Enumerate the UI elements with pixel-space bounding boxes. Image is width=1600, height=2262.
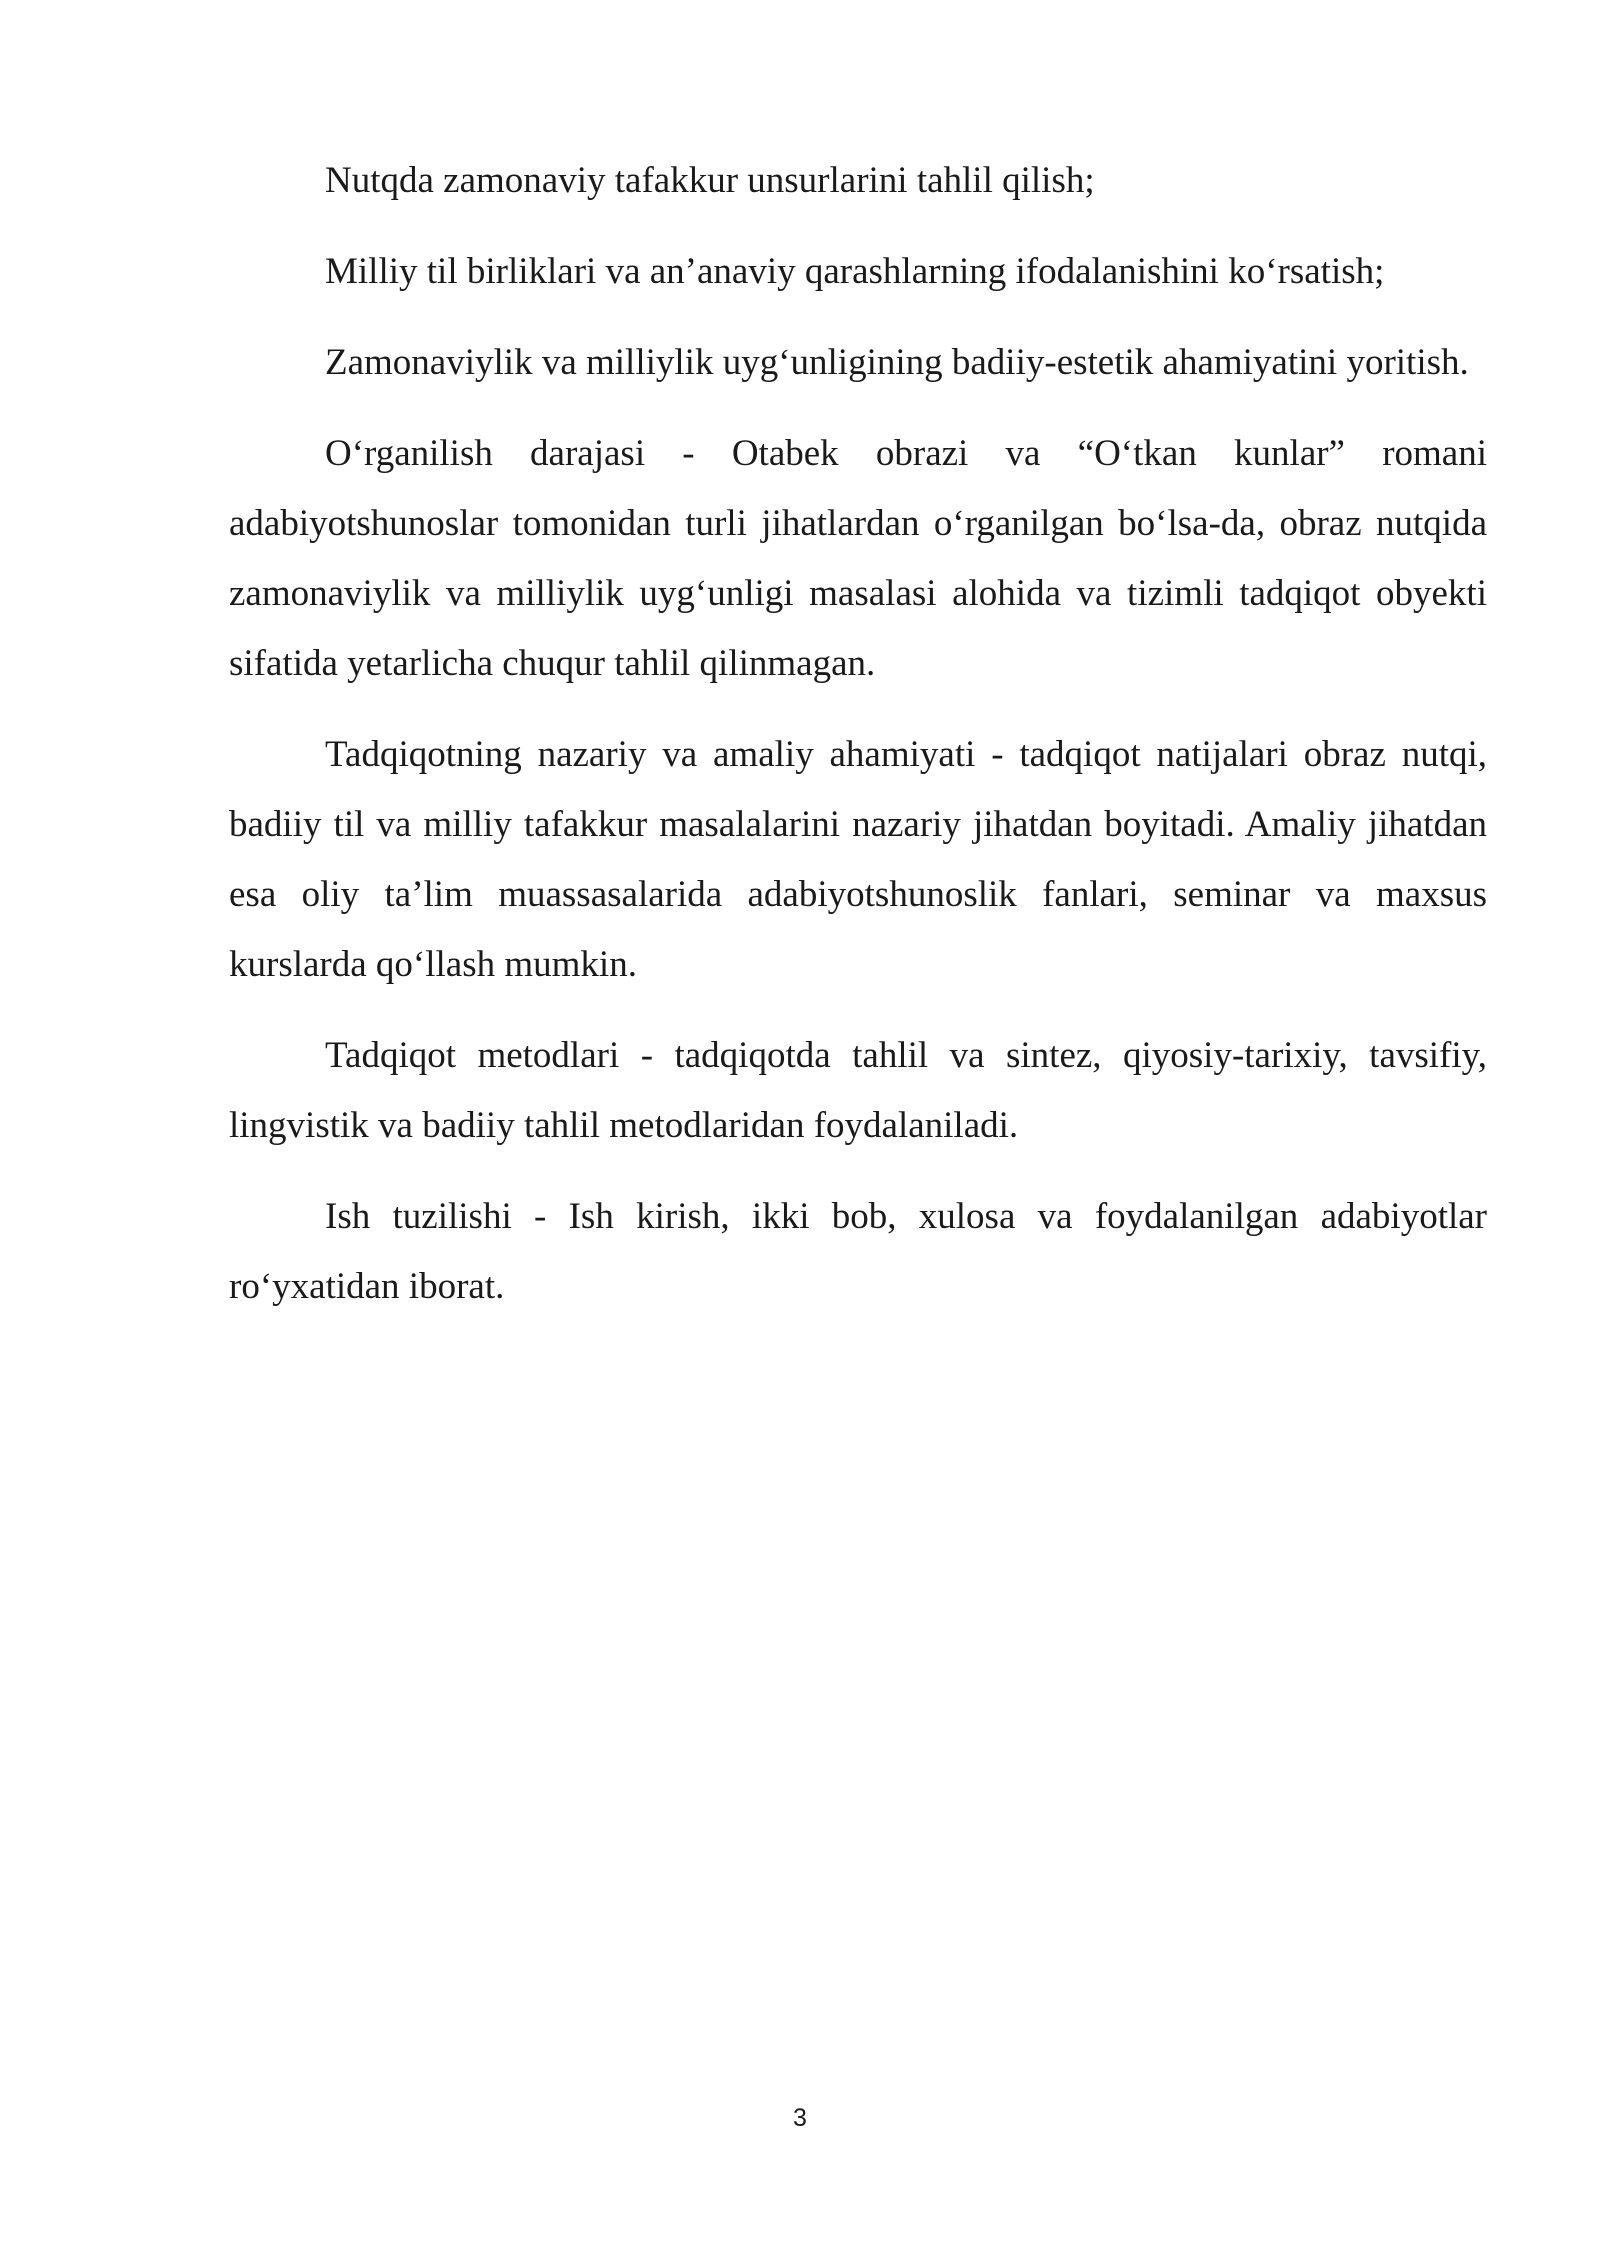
paragraph-study-level: O‘rganilish darajasi - Otabek obrazi va “O‘tkan kunlar” romani adabiyotshunoslar tomonidan turli jihatlardan o‘rganilgan bo‘lsa-da, obraz nutqida zamonaviylik va milliylik uyg‘unligi masalasi alohida va tizimli tadqiqot obyekti sifatida yetarlicha chuqur tahlil qilinmagan. bbox=[229, 433, 1487, 684]
paragraph-significance: Tadqiqotning nazariy va amaliy ahamiyati - tadqiqot natijalari obraz nutqi, badiiy til va milliy tafakkur masalalarini nazariy jihatdan boyitadi. Amaliy jihatdan esa oliy ta’lim muassasalarida adabiyotshunoslik fanlari, seminar va maxsus kurslarda qo‘llash mumkin. bbox=[229, 734, 1487, 985]
page-number: 3 bbox=[793, 2104, 807, 2132]
paragraph-goal-national-units: Milliy til birliklari va an’anaviy qarashlarning ifodalanishini ko‘rsatish; bbox=[325, 251, 1385, 292]
paragraph-goal-aesthetic-significance: Zamonaviylik va milliylik uyg‘unligining badiiy-estetik ahamiyatini yoritish. bbox=[325, 342, 1469, 383]
paragraph-methods: Tadqiqot metodlari - tadqiqotda tahlil va sintez, qiyosiy-tarixiy, tavsifiy, lingvistik va badiiy tahlil metodlaridan foydalaniladi. bbox=[229, 1035, 1487, 1146]
paragraph-structure: Ish tuzilishi - Ish kirish, ikki bob, xulosa va foydalanilgan adabiyotlar ro‘yxatidan iborat. bbox=[229, 1196, 1487, 1307]
paragraph-goal-modern-thinking: Nutqda zamonaviy tafakkur unsurlarini tahlil qilish; bbox=[325, 160, 1095, 201]
document-body bbox=[229, 146, 1487, 1343]
